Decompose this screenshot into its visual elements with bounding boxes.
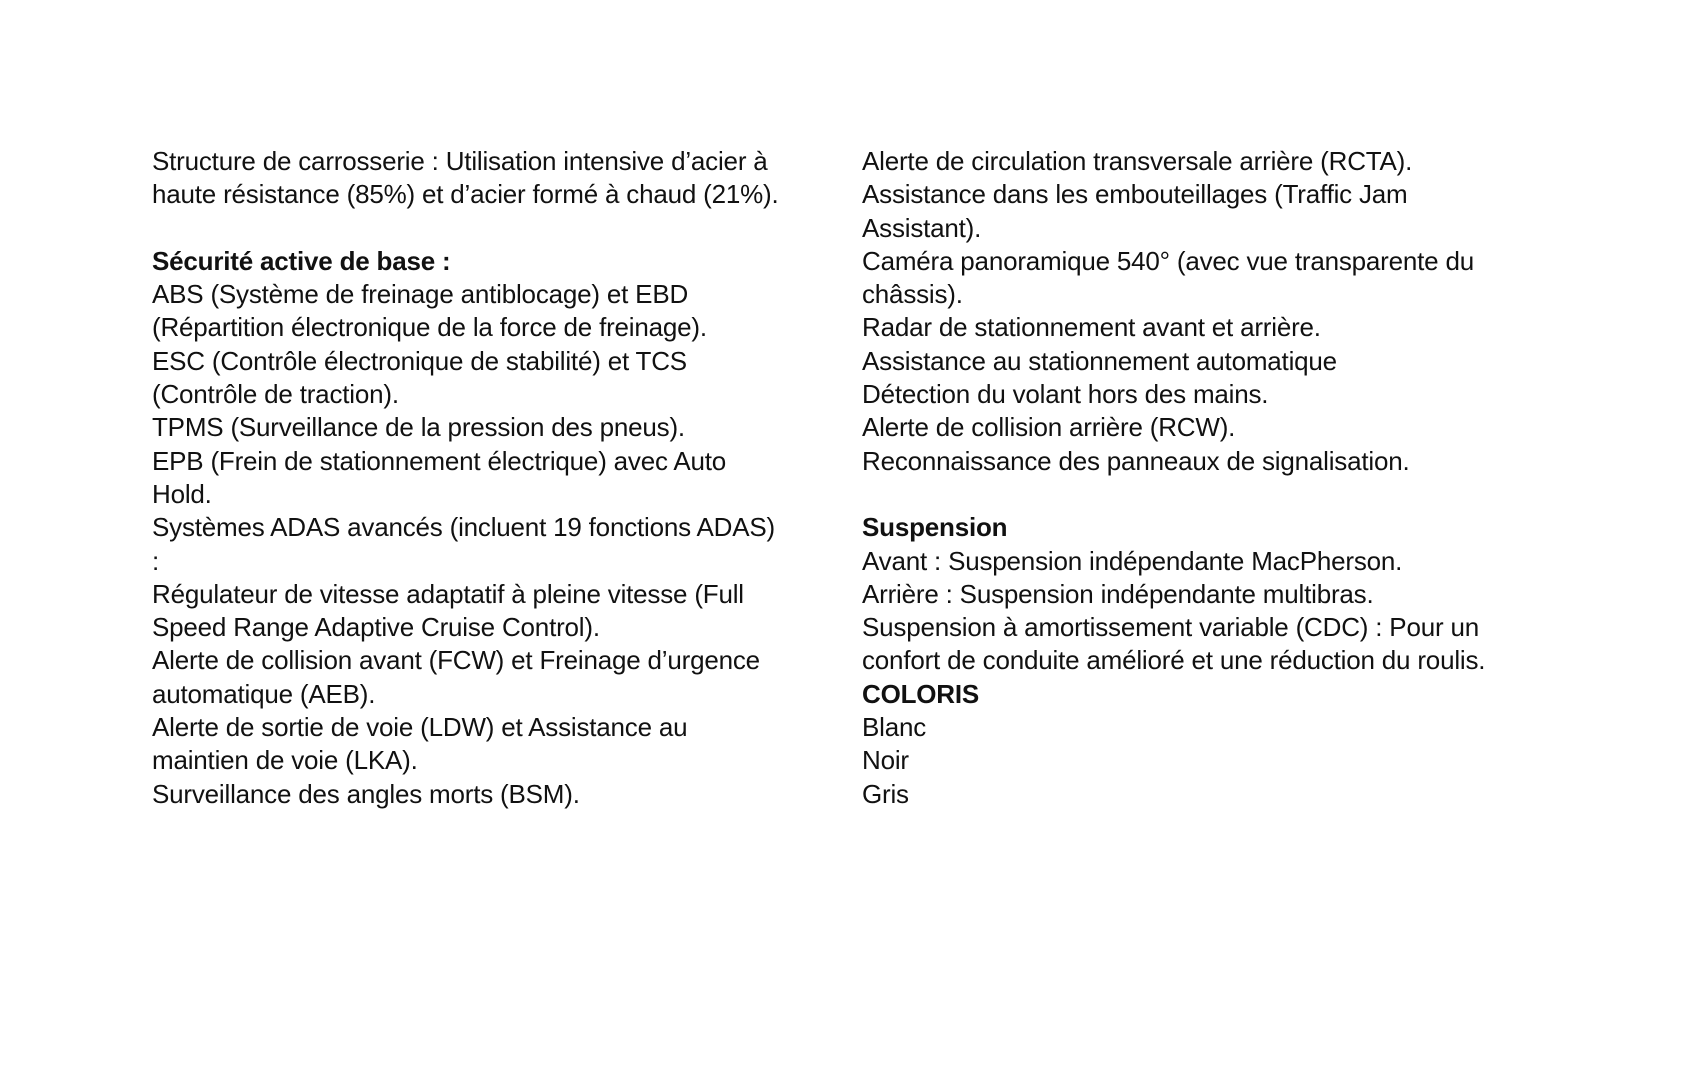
- blank-line: [862, 478, 1562, 511]
- text-line: Alerte de sortie de voie (LDW) et Assistance au: [152, 712, 688, 743]
- text-line: EPB (Frein de stationnement électrique) avec Auto: [152, 445, 727, 476]
- text-line: (Contrôle de traction).: [152, 379, 399, 410]
- text-line: haute résistance (85%) et d’acier formé à chaud (21%).: [152, 179, 779, 210]
- text-line: Caméra panoramique 540° (avec vue transparente du: [862, 245, 1474, 276]
- text-line: (Répartition électronique de la force de freinage).: [152, 312, 707, 343]
- text-line: Régulateur de vitesse adaptatif à pleine vitesse (Full: [152, 578, 744, 609]
- text-line: Avant : Suspension indépendante MacPherson.: [862, 545, 1403, 576]
- text-line: maintien de voie (LKA).: [152, 745, 418, 776]
- text-line: Suspension à amortissement variable (CDC) : Pour un: [862, 612, 1479, 643]
- text-line: Blanc: [862, 712, 927, 743]
- text-line: Détection du volant hors des mains.: [862, 379, 1269, 410]
- text-line: Arrière : Suspension indépendante multibras.: [862, 578, 1374, 609]
- text-line: Alerte de collision avant (FCW) et Freinage d’urgence: [152, 645, 760, 676]
- text-line: ABS (Système de freinage antiblocage) et EBD: [152, 279, 689, 310]
- section-heading: Suspension: [862, 512, 1008, 543]
- text-line: :: [152, 545, 160, 576]
- text-line: ESC (Contrôle électronique de stabilité) et TCS: [152, 345, 687, 376]
- text-line: Hold.: [152, 478, 212, 509]
- right-text-column: [862, 145, 1562, 811]
- text-line: automatique (AEB).: [152, 678, 376, 709]
- text-line: Surveillance des angles morts (BSM).: [152, 778, 580, 809]
- left-text-column: [152, 145, 852, 811]
- text-line: Alerte de collision arrière (RCW).: [862, 412, 1236, 443]
- text-line: Systèmes ADAS avancés (incluent 19 fonctions ADAS): [152, 512, 775, 543]
- text-line: Assistant).: [862, 212, 982, 243]
- section-heading: COLORIS: [862, 678, 980, 709]
- text-line: Speed Range Adaptive Cruise Control).: [152, 612, 600, 643]
- blank-line: [152, 212, 852, 245]
- text-line: Noir: [862, 745, 909, 776]
- text-line: châssis).: [862, 279, 963, 310]
- text-line: Assistance au stationnement automatique: [862, 345, 1337, 376]
- text-line: Gris: [862, 778, 909, 809]
- text-line: Radar de stationnement avant et arrière.: [862, 312, 1321, 343]
- text-line: Structure de carrosserie : Utilisation intensive d’acier à: [152, 146, 768, 176]
- text-line: TPMS (Surveillance de la pression des pneus).: [152, 412, 685, 443]
- text-line: Assistance dans les embouteillages (Traffic Jam: [862, 179, 1408, 210]
- text-line: confort de conduite amélioré et une réduction du roulis.: [862, 645, 1486, 676]
- text-line: Reconnaissance des panneaux de signalisation.: [862, 445, 1410, 476]
- section-heading: Sécurité active de base :: [152, 245, 451, 276]
- text-line: Alerte de circulation transversale arrière (RCTA).: [862, 146, 1413, 176]
